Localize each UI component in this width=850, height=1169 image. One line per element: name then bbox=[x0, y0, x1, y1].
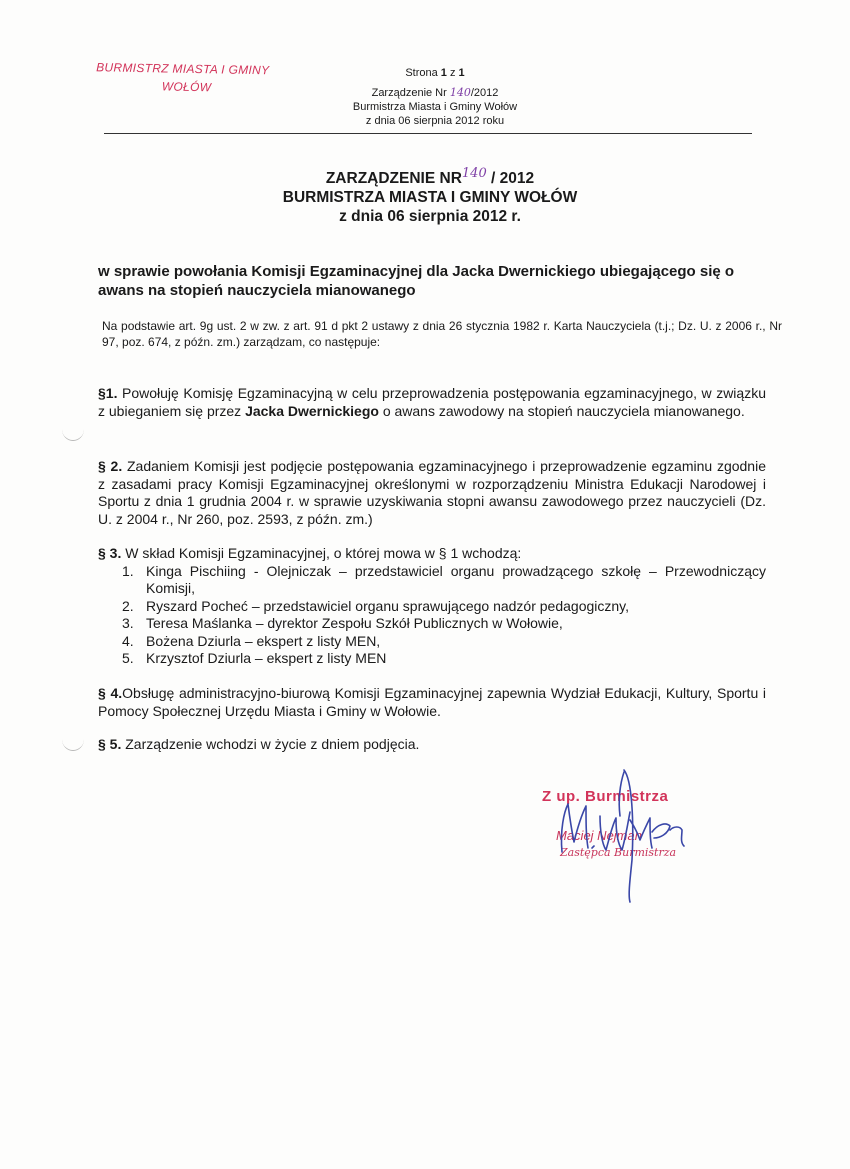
list-item-text: Teresa Maślanka – dyrektor Zespołu Szkół Publicznych w Wołowie, bbox=[146, 615, 563, 631]
list-item-number: 1. bbox=[122, 562, 134, 579]
issuer-stamp-line2: WOŁÓW bbox=[161, 79, 212, 95]
document-title bbox=[180, 164, 680, 226]
list-item-text: Kinga Pischiing - Olejniczak – przedstawiciel organu prowadzącego szkołę – Przewodniczący Komisji, bbox=[146, 562, 766, 596]
section-3-label: § 3. bbox=[98, 545, 122, 561]
signature-block bbox=[520, 760, 720, 910]
list-item-number: 2. bbox=[122, 597, 134, 614]
page-total: 1 bbox=[458, 67, 465, 79]
section-1-label: §1. bbox=[98, 385, 118, 401]
header-ordinance-prefix: Zarządzenie Nr bbox=[371, 87, 447, 99]
section-3-text: W skład Komisji Egzaminacyjnej, o której mowa w § 1 wchodzą: bbox=[121, 545, 522, 561]
signature-stamp-line3: Zastępca Burmistrza bbox=[560, 846, 677, 859]
list-item bbox=[98, 633, 766, 651]
section-4 bbox=[98, 685, 766, 720]
section-3 bbox=[98, 545, 766, 668]
page-number bbox=[330, 66, 540, 80]
title-suffix: / 2012 bbox=[491, 170, 535, 187]
list-item bbox=[98, 563, 766, 598]
section-2-label: § 2. bbox=[98, 458, 123, 474]
document-subject: w sprawie powołania Komisji Egzaminacyjnej dla Jacka Dwernickiego ubiegającego się o awans na stopień nauczyciela mianowanego bbox=[98, 263, 735, 299]
section-5-text: Zarządzenie wchodzi w życie z dniem podjęcia. bbox=[121, 736, 420, 752]
punch-hole-mark bbox=[62, 728, 84, 751]
list-item bbox=[98, 598, 766, 616]
section-4-text: Obsługę administracyjno-biurową Komisji Egzaminacyjnej zapewnia Wydział Edukacji, Kultury, Sportu i Pomocy Społecznej Urzędu Miasta i Gminy w Wołowie. bbox=[98, 685, 767, 719]
page-of: z bbox=[449, 67, 456, 79]
candidate-name: Jacka Dwernickiego bbox=[245, 402, 379, 419]
punch-hole-mark bbox=[62, 418, 84, 441]
list-item bbox=[98, 650, 766, 668]
title-line2: BURMISTRZA MIASTA I GMINY WOŁÓW bbox=[282, 189, 578, 206]
header-divider bbox=[104, 133, 752, 134]
title-line3: z dnia 06 sierpnia 2012 r. bbox=[339, 208, 521, 225]
header-ordinance-suffix: /2012 bbox=[470, 87, 499, 99]
title-prefix: ZARZĄDZENIE NR bbox=[325, 170, 462, 187]
title-number: 140 bbox=[461, 166, 487, 181]
section-4-label: § 4. bbox=[98, 685, 123, 701]
header-ordinance bbox=[372, 87, 499, 99]
committee-members-list bbox=[98, 563, 766, 668]
section-5 bbox=[98, 736, 766, 754]
header-date: z dnia 06 sierpnia 2012 roku bbox=[365, 115, 505, 127]
signature-stamp-line2: Maciej Nejman bbox=[556, 828, 642, 843]
list-item-text: Krzysztof Dziurla – ekspert z listy MEN bbox=[146, 650, 387, 666]
section-2-text: Zadaniem Komisji jest podjęcie postępowania egzaminacyjnego i przeprowadzenie egzaminu zgodnie z zasadami pracy Komisji Egzaminacyjnej określonymi w rozporządzeniu Ministra Edukacji Narodowej i Sportu z dnia 1 grudnia 2004 r. w sprawie uzyskiwania stopni awansu zawodowego przez nauczycieli (Dz. U. z 2004 r., Nr 260, poz. 2593, z późn. zm.) bbox=[98, 458, 766, 527]
section-1-text-b: o awans zawodowy na stopień nauczyciela mianowanego. bbox=[378, 402, 745, 419]
section-5-label: § 5. bbox=[98, 736, 122, 752]
list-item bbox=[98, 615, 766, 633]
page-current: 1 bbox=[440, 67, 447, 79]
issuer-stamp bbox=[96, 60, 297, 95]
section-2 bbox=[98, 458, 766, 528]
list-item-number: 4. bbox=[122, 632, 134, 649]
list-item-text: Bożena Dziurla – ekspert z listy MEN, bbox=[146, 632, 381, 649]
signature-stamp-line1: Z up. Burmistrza bbox=[542, 788, 669, 805]
title-line1 bbox=[180, 164, 680, 188]
page-label: Strona bbox=[405, 67, 438, 79]
header-issuer: Burmistrza Miasta i Gminy Wołów bbox=[352, 101, 518, 113]
list-item-text: Ryszard Pocheć – przedstawiciel organu sprawującego nadzór pedagogiczny, bbox=[146, 597, 630, 614]
section-1-text-a: Powołuję Komisję Egzaminacyjną w celu przeprowadzenia postępowania egzaminacyjnego, w związku z ubieganiem się przez bbox=[98, 385, 766, 419]
running-header bbox=[330, 66, 540, 128]
issuer-stamp-line1: BURMISTRZ MIASTA I GMINY bbox=[96, 60, 270, 78]
list-item-number: 5. bbox=[122, 650, 134, 666]
header-ordinance-number: 140 bbox=[449, 86, 471, 99]
list-item-number: 3. bbox=[122, 615, 134, 631]
section-1 bbox=[98, 385, 766, 420]
legal-basis: Na podstawie art. 9g ust. 2 w zw. z art. 91 d pkt 2 ustawy z dnia 26 stycznia 1982 r. Karta Nauczyciela (t.j.; Dz. U. z 2006 r., Nr 97, poz. 674, z późn. zm.) zarządzam, co następuje: bbox=[102, 319, 782, 349]
handwritten-signature bbox=[520, 760, 720, 910]
